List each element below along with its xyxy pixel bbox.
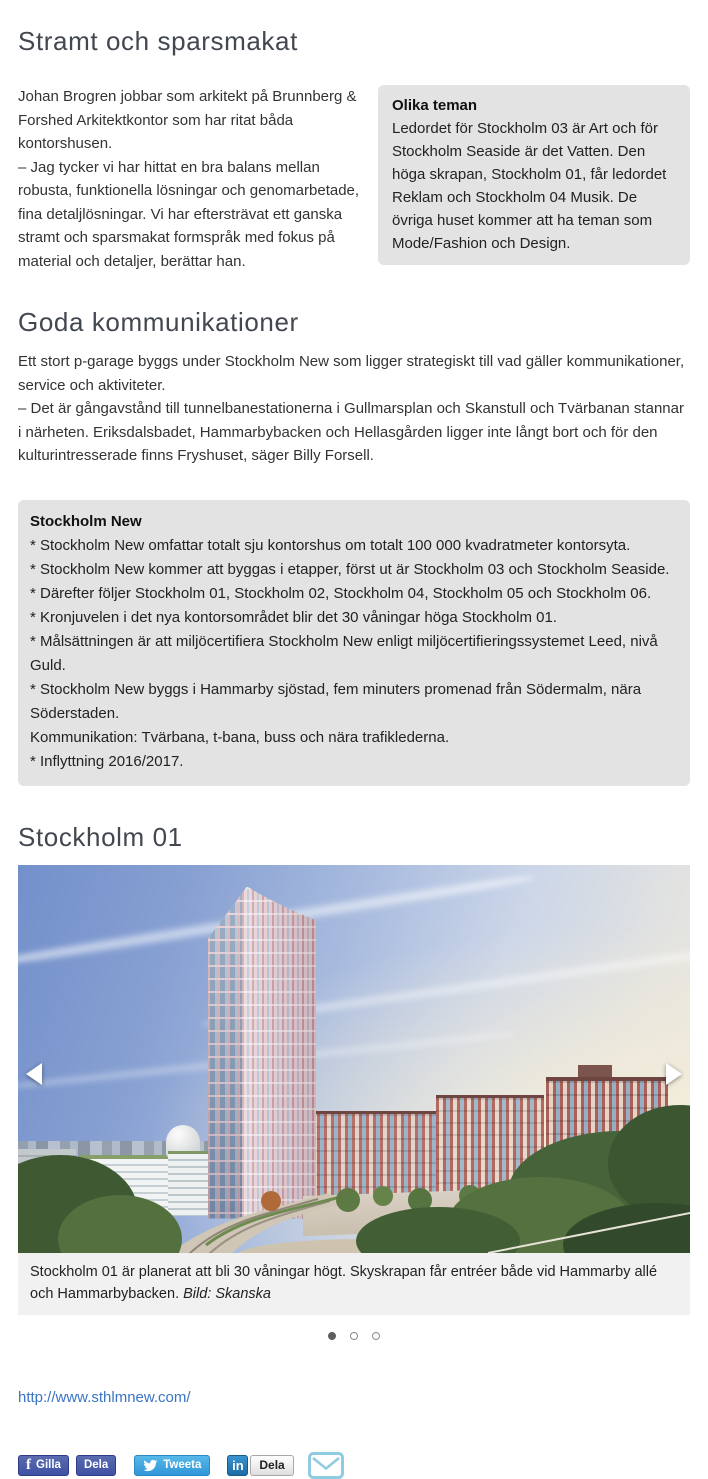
fact-line: * Stockholm New kommer att byggas i etapper, först ut är Stockholm 03 och Stockholm Seaside. [30,560,670,578]
fact-line: * Kronjuvelen i det nya kontorsområdet blir det 30 våningar höga Stockholm 01. [30,608,557,626]
factbox-title: Stockholm New [30,512,142,530]
facebook-like-button[interactable] [18,1455,69,1476]
article-page [0,26,708,1479]
carousel-dot[interactable] [350,1332,358,1340]
fact-line: Kommunikation: Tvärbana, t-bana, buss och nära trafiklederna. [30,728,450,746]
carousel-prev-button[interactable] [26,1063,42,1085]
carousel-dots [18,1327,690,1345]
factbox-stockholm-new [18,500,690,786]
intro-section [18,85,690,273]
linkedin-icon[interactable] [227,1455,248,1476]
fact-line: * Därefter följer Stockholm 01, Stockholm 02, Stockholm 04, Stockholm 05 och Stockholm 06. [30,584,652,602]
facebook-icon: f [26,1456,31,1473]
article-image-stockholm01-rendering [18,865,690,1253]
image-carousel [18,865,690,1345]
image-caption [18,1253,690,1315]
goda-text [18,350,690,468]
goda-paragraph: – Det är gångavstånd till tunnelbanestationerna i Gullmarsplan och Skanstull och Tvärbanan stannar i närheten. Eriksdalsbadet, Hammarbybacken och Hellasgården ligger inte långt bort och för den kulturintresserade finns Fryshuset, säger Billy Forsell. [18,400,684,464]
fact-line: * Stockholm New byggs i Hammarby sjöstad, fem minuters promenad från Södermalm, nära Söderstaden. [30,680,642,722]
heading-goda: Goda kommunikationer [18,307,299,337]
facebook-like-label: Gilla [36,1459,61,1471]
intro-text [18,85,362,273]
twitter-tweet-label: Tweeta [163,1459,202,1471]
twitter-tweet-button[interactable] [134,1455,210,1476]
goda-paragraph: Ett stort p-garage byggs under Stockholm New som ligger strategiskt till vad gäller kommunikationer, service och aktiviteter. [18,353,685,394]
caption-text: Stockholm 01 är planerat att bli 30 våningar högt. Skyskrapan får entréer både vid Hammarby allé och Hammarbybacken. [30,1263,658,1302]
heading-stockholm01: Stockholm 01 [18,821,183,852]
sidebox-body: Ledordet för Stockholm 03 är Art och för Stockholm Seaside är det Vatten. Den höga skrapan, Stockholm 01, får ledordet Reklam och Stockholm 04 Musik. De övriga huset kommer att ha teman som Mode/Fashion och Design. [392,120,667,252]
caption-credit: Bild: Skanska [183,1285,271,1302]
intro-paragraph: Johan Brogren jobbar som arkitekt på Brunnberg & Forshed Arkitektkontor som har ritat båda kontorshusen. [18,88,357,152]
linkedin-share-label: Dela [259,1458,285,1472]
fact-line: * Inflyttning 2016/2017. [30,752,184,770]
facebook-share-label: Dela [83,1459,109,1471]
sidebox-olika-teman [378,85,690,265]
sidebox-title: Olika teman [392,97,478,114]
carousel-dot[interactable] [328,1332,336,1340]
fact-line: * Målsättningen är att miljöcertifiera Stockholm New enligt miljöcertifieringssystemet Leed, nivå Guld. [30,632,658,674]
heading-stramt: Stramt och sparsmakat [18,26,298,56]
twitter-bird-icon [143,1459,158,1472]
intro-paragraph: – Jag tycker vi har hittat en bra balans mellan robusta, funktionella lösningar och genomarbetade, fina detaljlösningar. Vi har eftersträvat ett ganska stramt och sparsmakat formspråk med fokus på material och detaljer, berättar han. [18,158,360,270]
email-share-button[interactable] [308,1452,344,1479]
carousel-next-button[interactable] [666,1063,682,1085]
carousel-dot[interactable] [372,1332,380,1340]
facebook-share-button[interactable] [76,1455,116,1476]
share-buttons [18,1452,690,1479]
external-link-sthlmnew[interactable]: http://www.sthlmnew.com/ [18,1388,191,1406]
envelope-icon [308,1452,344,1479]
foreground-scene [18,865,690,1253]
fact-line: * Stockholm New omfattar totalt sju kontorshus om totalt 100 000 kvadratmeter kontorsyta. [30,536,631,554]
linkedin-icon-label: in [232,1457,244,1473]
linkedin-share-button[interactable] [250,1455,293,1476]
